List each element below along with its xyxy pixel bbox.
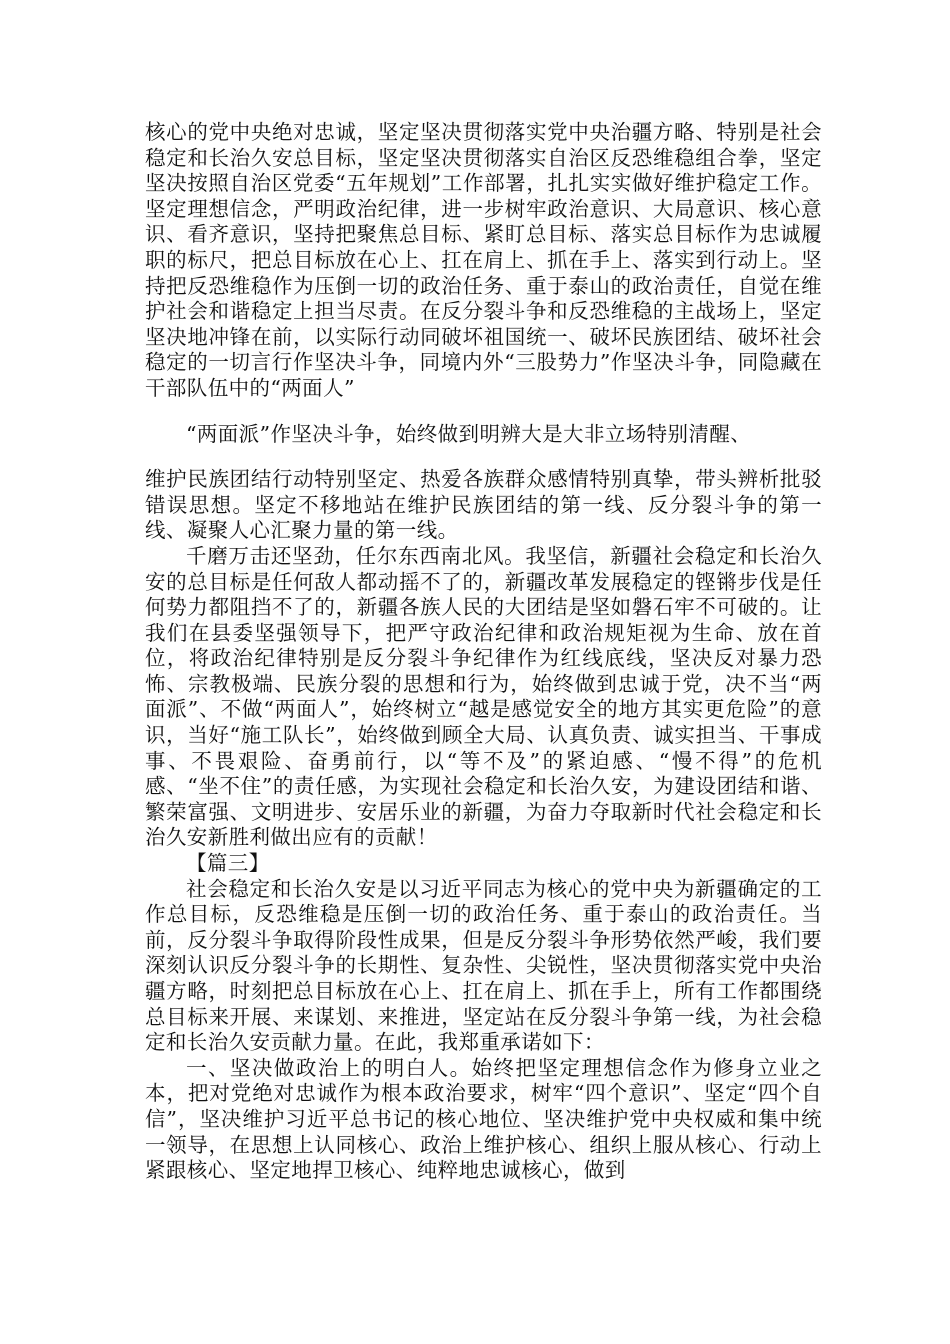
paragraph-3: 维护民族团结行动特别坚定、热爱各族群众感情特别真挚，带头辨析批驳错误思想。坚定不移地站在维护民族团结的第一线、反分裂斗争的第一线、凝聚人心汇聚力量的第一线。: [145, 467, 822, 543]
paragraph-5: 社会稳定和长治久安是以习近平同志为核心的党中央为新疆确定的工作总目标，反恐维稳是压倒一切的政治任务、重于泰山的政治责任。当前，反分裂斗争取得阶段性成果，但是反分裂斗争形势依然严峻，我们要深刻认识反分裂斗争的长期性、复杂性、尖锐性，坚决贯彻落实党中央治疆方略，时刻把总目标放在心上、扛在肩上、抓在手上，所有工作都围绕总目标来开展、来谋划、来推进，坚定站在反分裂斗争第一线，为社会稳定和长治久安贡献力量。在此，我郑重承诺如下：: [145, 876, 822, 1055]
paragraph-4: 千磨万击还坚劲，任尔东西南北风。我坚信，新疆社会稳定和长治久安的总目标是任何敌人都动摇不了的，新疆改革发展稳定的铿锵步伐是任何势力都阻挡不了的，新疆各族人民的大团结是坚如磐石牢不可破的。让我们在县委坚强领导下，把严守政治纪律和政治规矩视为生命、放在首位，将政治纪律特别是反分裂斗争纪律作为红线底线，坚决反对暴力恐怖、宗教极端、民族分裂的思想和行为，始终做到忠诚于党，决不当“两面派”、不做“两面人”，始终树立“越是感觉安全的地方其实更危险”的意识，当好“施工队长”，始终做到顾全大局、认真负责、诚实担当、干事成事、不畏艰险、奋勇前行，以“等不及”的紧迫感、“慢不得”的危机感、“坐不住”的责任感，为实现社会稳定和长治久安，为建设团结和谐、繁荣富强、文明进步、安居乐业的新疆，为奋力夺取新时代社会稳定和长治久安新胜利做出应有的贡献！: [145, 543, 822, 850]
paragraph-2: “两面派”作坚决斗争，始终做到明辨大是大非立场特别清醒、: [186, 421, 752, 446]
paragraph-6: 一、坚决做政治上的明白人。始终把坚定理想信念作为修身立业之本，把对党绝对忠诚作为根本政治要求，树牢“四个意识”、坚定“四个自信”，坚决维护习近平总书记的核心地位、坚决维护党中央权威和集中统一领导，在思想上认同核心、政治上维护核心、组织上服从核心、行动上紧跟核心、坚定地捍卫核心、纯粹地忠诚核心，做到: [145, 1055, 822, 1183]
section-heading: 【篇三】: [186, 851, 270, 876]
paragraph-1: 核心的党中央绝对忠诚，坚定坚决贯彻落实党中央治疆方略、特别是社会稳定和长治久安总目标，坚定坚决贯彻落实自治区反恐维稳组合拳，坚定坚决按照自治区党委“五年规划”工作部署，扎扎实实做好维护稳定工作。坚定理想信念，严明政治纪律，进一步树牢政治意识、大局意识、核心意识、看齐意识，坚持把聚焦总目标、紧盯总目标、落实总目标作为忠诚履职的标尺，把总目标放在心上、扛在肩上、抓在手上、落实到行动上。坚持把反恐维稳作为压倒一切的政治任务、重于泰山的政治责任，自觉在维护社会和谐稳定上担当尽责。在反分裂斗争和反恐维稳的主战场上，坚定坚决地冲锋在前，以实际行动同破坏祖国统一、破坏民族团结、破坏社会稳定的一切言行作坚决斗争，同境内外“三股势力”作坚决斗争，同隐藏在干部队伍中的“两面人”: [145, 120, 822, 400]
